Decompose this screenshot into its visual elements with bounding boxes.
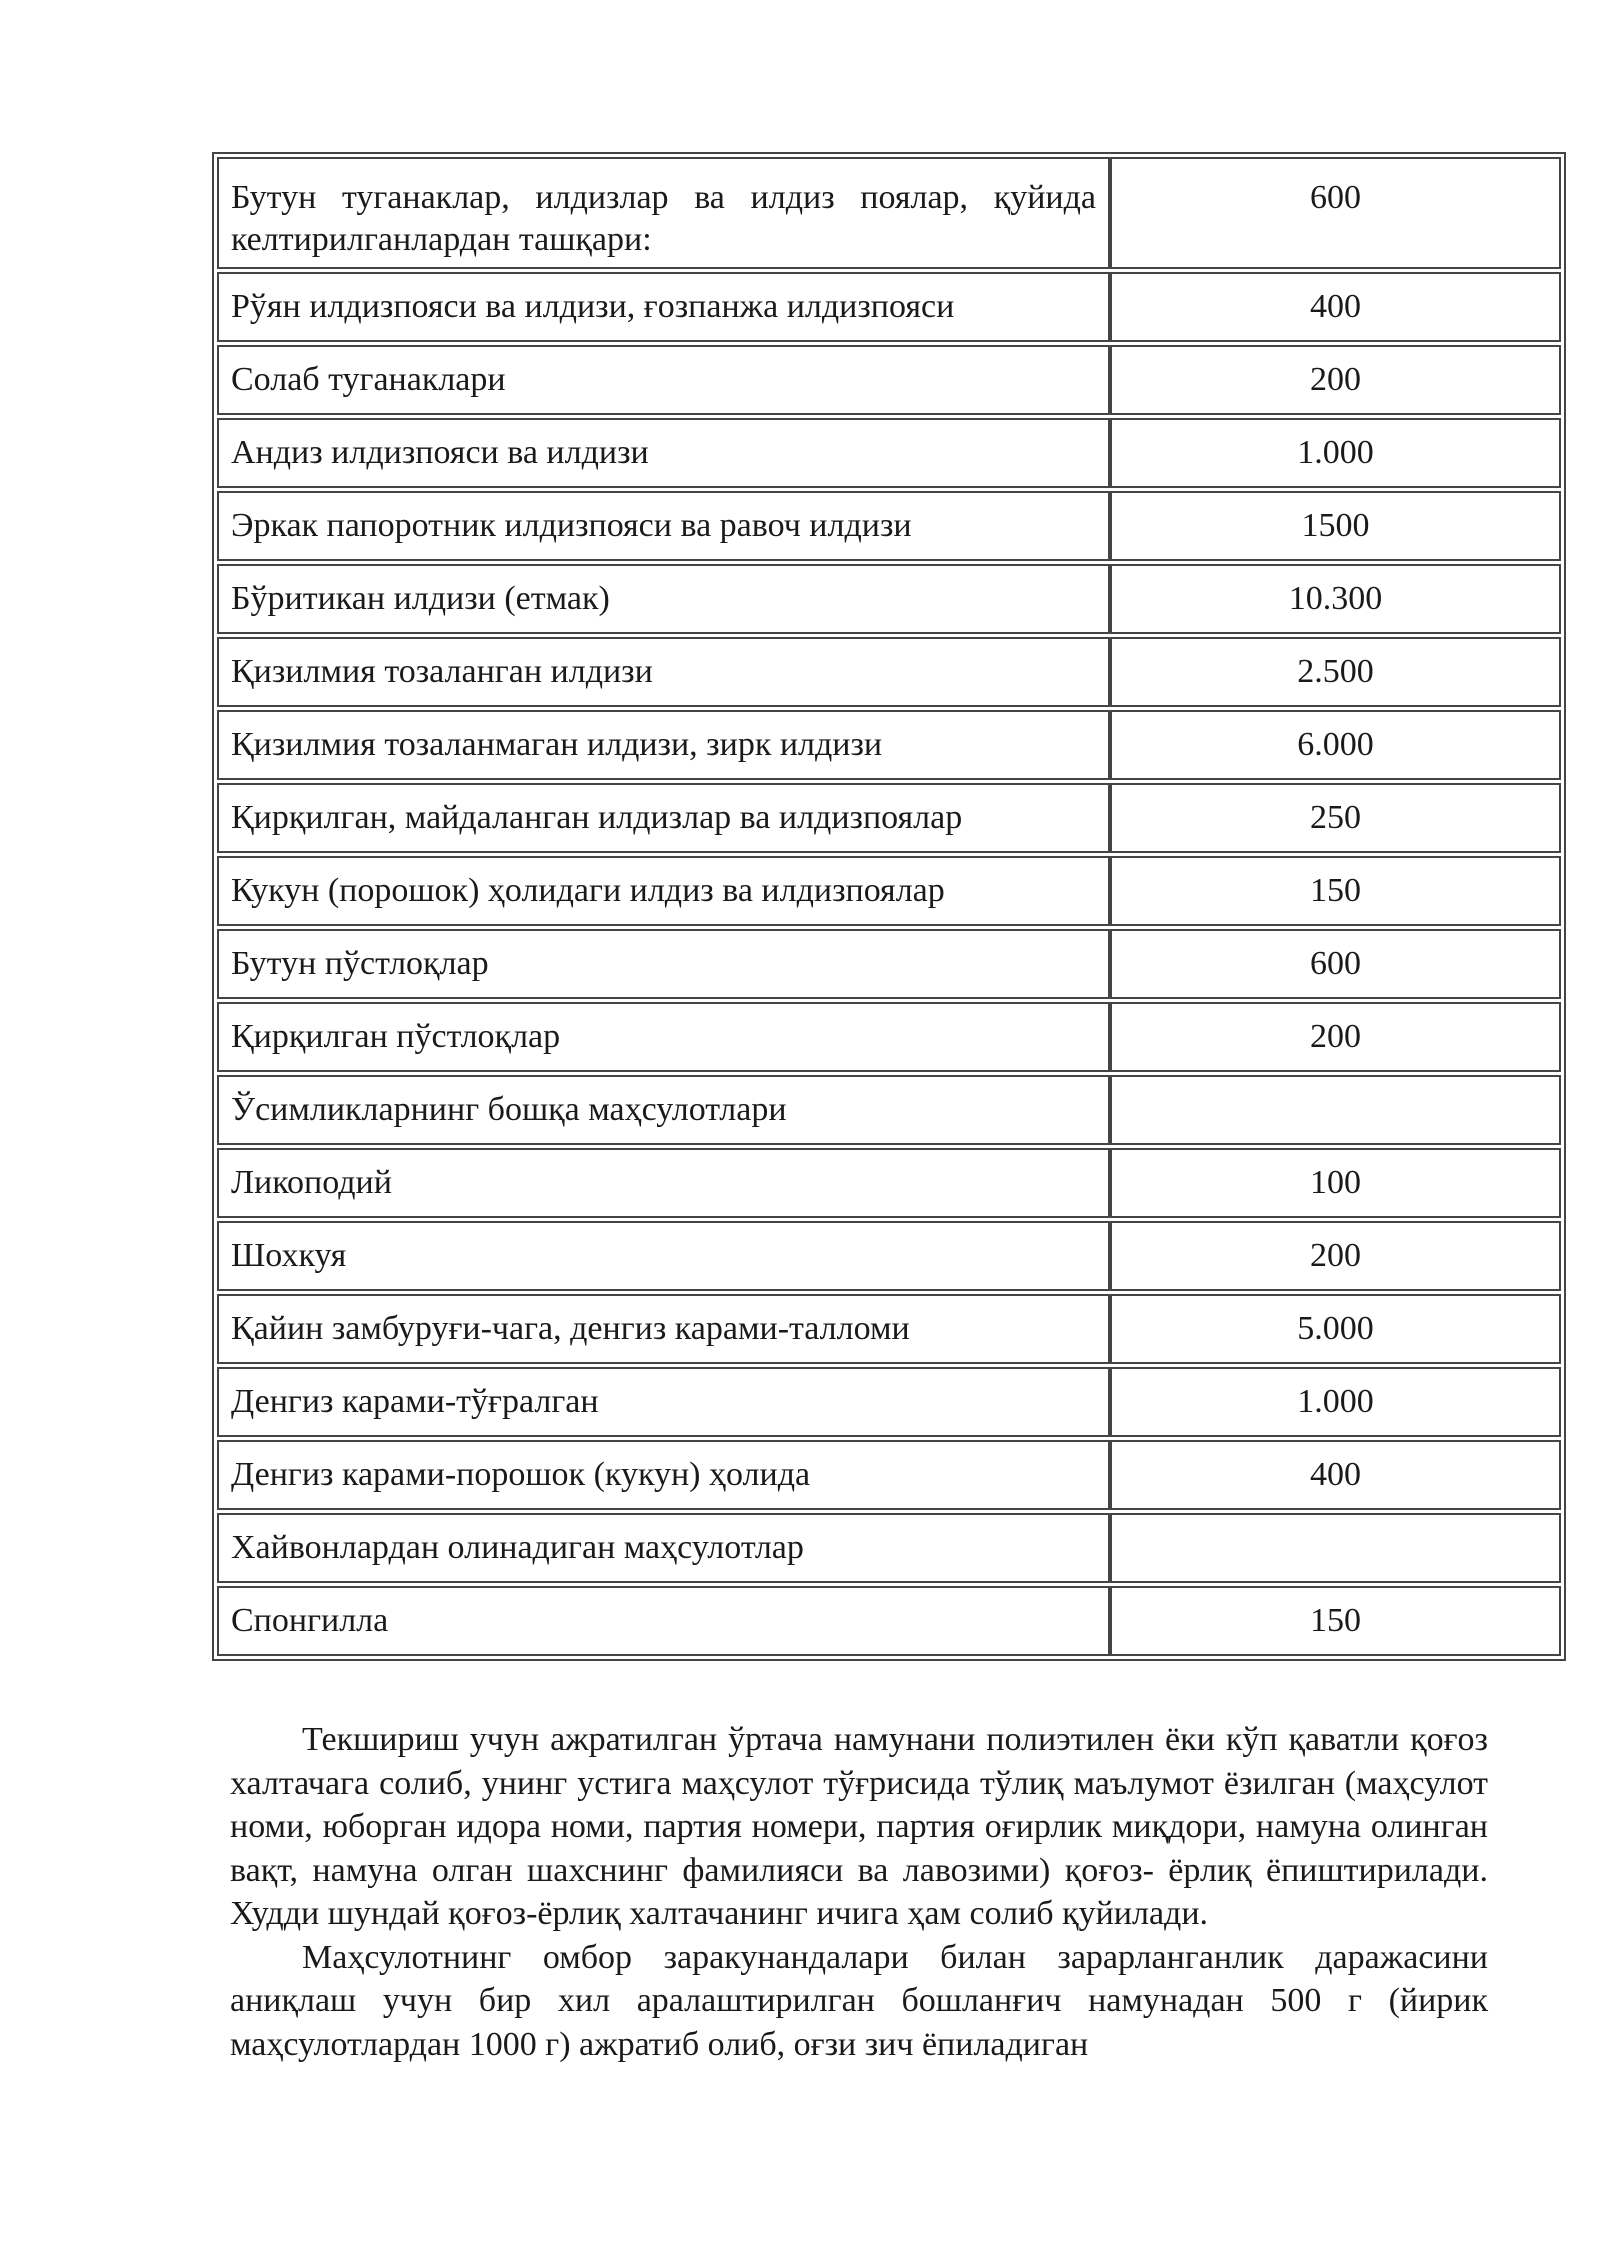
table-row <box>217 710 1561 780</box>
item-name-cell: Денгиз карами-тўғралган <box>217 1367 1110 1437</box>
item-name-cell: Рўян илдизпояси ва илдизи, ғозпанжа илдизпояси <box>217 272 1110 342</box>
item-value-cell: 200 <box>1110 1221 1561 1291</box>
item-value-cell <box>1110 1075 1561 1145</box>
item-value-cell: 250 <box>1110 783 1561 853</box>
item-name-cell: Бутун туганаклар, илдизлар ва илдиз поялар, қуйида келтирилганлардан ташқари: <box>217 157 1110 269</box>
table-row <box>217 1367 1561 1437</box>
sample-mass-table-grid <box>217 154 1561 1659</box>
item-name-cell: Қирқилган пўстлоқлар <box>217 1002 1110 1072</box>
item-value-cell: 1500 <box>1110 491 1561 561</box>
item-value-cell <box>1110 1513 1561 1583</box>
item-value-cell: 1.000 <box>1110 418 1561 488</box>
item-value-cell: 5.000 <box>1110 1294 1561 1364</box>
table-row <box>217 637 1561 707</box>
table-row <box>217 345 1561 415</box>
item-name-cell: Спонгилла <box>217 1586 1110 1656</box>
item-name-cell: Бутун пўстлоқлар <box>217 929 1110 999</box>
item-value-cell: 200 <box>1110 345 1561 415</box>
item-value-cell: 6.000 <box>1110 710 1561 780</box>
table-row <box>217 1148 1561 1218</box>
item-name-cell: Солаб туганаклари <box>217 345 1110 415</box>
table-row <box>217 1440 1561 1510</box>
item-value-cell: 1.000 <box>1110 1367 1561 1437</box>
item-name-cell: Ликоподий <box>217 1148 1110 1218</box>
item-name-cell: Шохкуя <box>217 1221 1110 1291</box>
item-value-cell: 400 <box>1110 272 1561 342</box>
table-row <box>217 1513 1561 1583</box>
sample-mass-table <box>212 152 1566 1661</box>
table-row <box>217 418 1561 488</box>
table-row <box>217 1075 1561 1145</box>
item-value-cell: 600 <box>1110 929 1561 999</box>
item-name-cell: Бўритикан илдизи (етмак) <box>217 564 1110 634</box>
body-text <box>230 1718 1488 2066</box>
item-value-cell: 100 <box>1110 1148 1561 1218</box>
table-body <box>217 157 1561 1656</box>
item-value-cell: 150 <box>1110 1586 1561 1656</box>
item-value-cell: 150 <box>1110 856 1561 926</box>
table-row <box>217 157 1561 269</box>
table-row <box>217 564 1561 634</box>
item-name-cell: Эркак папоротник илдизпояси ва равоч илдизи <box>217 491 1110 561</box>
item-value-cell: 600 <box>1110 157 1561 269</box>
table-row <box>217 491 1561 561</box>
item-value-cell: 2.500 <box>1110 637 1561 707</box>
item-value-cell: 400 <box>1110 1440 1561 1510</box>
item-name-cell: Кукун (порошок) ҳолидаги илдиз ва илдизпоялар <box>217 856 1110 926</box>
item-value-cell: 200 <box>1110 1002 1561 1072</box>
item-name-cell: Ўсимликларнинг бошқа маҳсулотлари <box>217 1075 1110 1145</box>
paragraph-pest-infestation: Маҳсулотнинг омбор заракунандалари билан зарарланганлик даражасини аниқлаш учун бир хил аралаштирилган бошланғич намунадан 500 г (йирик маҳсулотлардан 1000 г) ажратиб олиб, оғзи зич ёпиладиган <box>230 1938 1488 2063</box>
table-row <box>217 929 1561 999</box>
item-name-cell: Қизилмия тозаланмаган илдизи, зирк илдизи <box>217 710 1110 780</box>
table-row <box>217 1294 1561 1364</box>
item-name-cell: Қизилмия тозаланган илдизи <box>217 637 1110 707</box>
table-row <box>217 856 1561 926</box>
table-row <box>217 272 1561 342</box>
item-name-cell: Қайин замбуруғи-чага, денгиз карами-талломи <box>217 1294 1110 1364</box>
item-name-cell: Андиз илдизпояси ва илдизи <box>217 418 1110 488</box>
table-row <box>217 783 1561 853</box>
item-name-cell: Хайвонлардан олинадиган маҳсулотлар <box>217 1513 1110 1583</box>
table-row <box>217 1221 1561 1291</box>
item-name-cell: Қирқилган, майдаланган илдизлар ва илдизпоялар <box>217 783 1110 853</box>
table-row <box>217 1586 1561 1656</box>
item-name-cell: Денгиз карами-порошок (кукун) ҳолида <box>217 1440 1110 1510</box>
item-value-cell: 10.300 <box>1110 564 1561 634</box>
paragraph-sample-labeling: Текшириш учун ажратилган ўртача намунани полиэтилен ёки кўп қаватли қоғоз халтачага солиб, унинг устига маҳсулот тўғрисида тўлиқ маълумот ёзилган (маҳсулот номи, юборган идора номи, партия номери, партия оғирлик миқдори, намуна олинган вақт, намуна олган шахснинг фамилияси ва лавозими) қоғоз- ёрлиқ ёпиштирилади. Худди шундай қоғоз-ёрлиқ халтачанинг ичига ҳам солиб қуйилади. <box>230 1721 1488 1932</box>
table-row <box>217 1002 1561 1072</box>
